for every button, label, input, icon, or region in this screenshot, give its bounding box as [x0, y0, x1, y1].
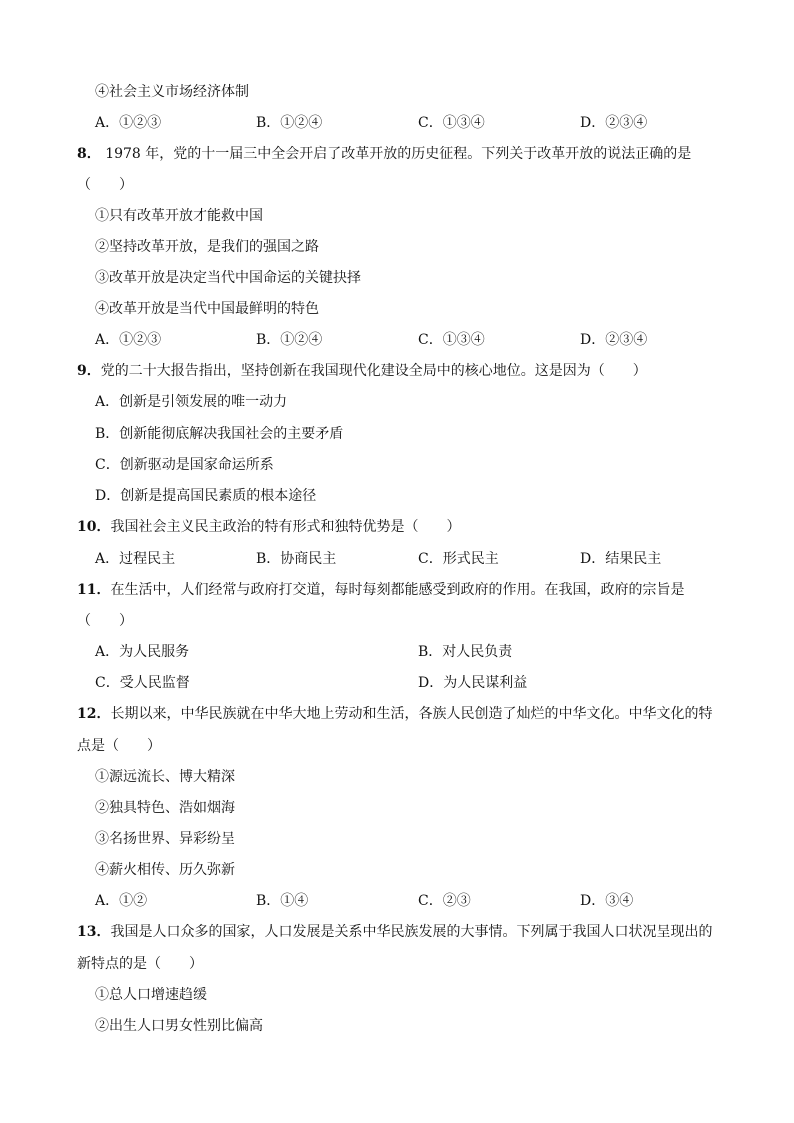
q12-item-1: ①源远流长、博大精深: [95, 769, 235, 785]
q8-paren: （ ）: [77, 177, 133, 193]
q11-option-c: C．受人民监督: [95, 675, 190, 691]
q11-stem-line: [77, 580, 684, 600]
q8-number: 8．: [77, 146, 101, 162]
q7-option-d: D．②③④: [580, 115, 648, 131]
q11-stem: 在生活中，人们经常与政府打交道，每时每刻都能感受到政府的作用。在我国，政府的宗旨是: [110, 582, 685, 598]
q7-option-c: C．①③④: [418, 115, 485, 131]
q10-stem: 我国社会主义民主政治的特有形式和独特优势是（ ）: [110, 519, 461, 535]
q10-stem-line: [77, 517, 460, 537]
q8-item-1: ①只有改革开放才能救中国: [95, 208, 263, 224]
q11-number: 11．: [77, 582, 111, 598]
q11-option-d: D．为人民谋利益: [418, 675, 528, 691]
q13-stem-line: [77, 922, 712, 942]
q7-option-b: B．①②④: [256, 115, 323, 131]
q12-stem: 长期以来，中华民族就在中华大地上劳动和生活，各族人民创造了灿烂的中华文化。中华文化的特: [110, 706, 713, 722]
q13-item-1: ①总人口增速趋缓: [95, 987, 207, 1003]
q8-option-c: C．①③④: [418, 332, 485, 348]
q7-item-4: ④社会主义市场经济体制: [95, 84, 249, 100]
q12-stem-line-2: 点是（ ）: [77, 738, 161, 754]
q13-stem-line-2: 新特点的是（ ）: [77, 956, 203, 972]
q8-option-b: B．①②④: [256, 332, 323, 348]
q13-number: 13．: [77, 924, 111, 940]
q11-option-b: B．对人民负责: [418, 644, 513, 660]
q12-item-4: ④薪火相传、历久弥新: [95, 862, 235, 878]
q9-option-c: C．创新驱动是国家命运所系: [95, 457, 274, 473]
q12-option-c: C．②③: [418, 893, 471, 909]
q12-option-b: B．①④: [256, 893, 309, 909]
q8-item-3: ③改革开放是决定当代中国命运的关键抉择: [95, 270, 361, 286]
q11-paren: （ ）: [77, 613, 133, 629]
q9-stem-line: [77, 361, 647, 381]
q13-stem: 我国是人口众多的国家，人口发展是关系中华民族发展的大事情。下列属于我国人口状况呈现出的: [110, 924, 713, 940]
q11-option-a: A．为人民服务: [95, 644, 190, 660]
q8-item-4: ④改革开放是当代中国最鲜明的特色: [95, 301, 319, 317]
q12-item-2: ②独具特色、浩如烟海: [95, 800, 235, 816]
q12-item-3: ③名扬世界、异彩纷呈: [95, 831, 235, 847]
q8-item-2: ②坚持改革开放，是我们的强国之路: [95, 239, 319, 255]
q9-option-a: A．创新是引领发展的唯一动力: [95, 394, 288, 410]
q10-option-b: B．协商民主: [256, 551, 337, 567]
q9-option-b: B．创新能彻底解决我国社会的主要矛盾: [95, 426, 344, 442]
q12-stem-line: [77, 704, 712, 724]
q9-number: 9．: [77, 363, 101, 379]
q8-option-d: D．②③④: [580, 332, 648, 348]
q12-number: 12．: [77, 706, 111, 722]
q10-option-c: C．形式民主: [418, 551, 499, 567]
q10-number: 10．: [77, 519, 111, 535]
q8-stem: 1978 年，党的十一届三中全会开启了改革开放的历史征程。下列关于改革开放的说法正确的是: [100, 146, 692, 162]
q12-option-d: D．③④: [580, 893, 634, 909]
q7-option-a: A．①②③: [95, 115, 162, 131]
q10-option-a: A．过程民主: [95, 551, 176, 567]
q8-stem-line: [77, 144, 691, 164]
q8-option-a: A．①②③: [95, 332, 162, 348]
q10-option-d: D．结果民主: [580, 551, 662, 567]
q9-stem: 党的二十大报告指出，坚持创新在我国现代化建设全局中的核心地位。这是因为（ ）: [100, 363, 647, 379]
q13-item-2: ②出生人口男女性别比偏高: [95, 1018, 263, 1034]
q9-option-d: D．创新是提高国民素质的根本途径: [95, 488, 317, 504]
q12-option-a: A．①②: [95, 893, 148, 909]
